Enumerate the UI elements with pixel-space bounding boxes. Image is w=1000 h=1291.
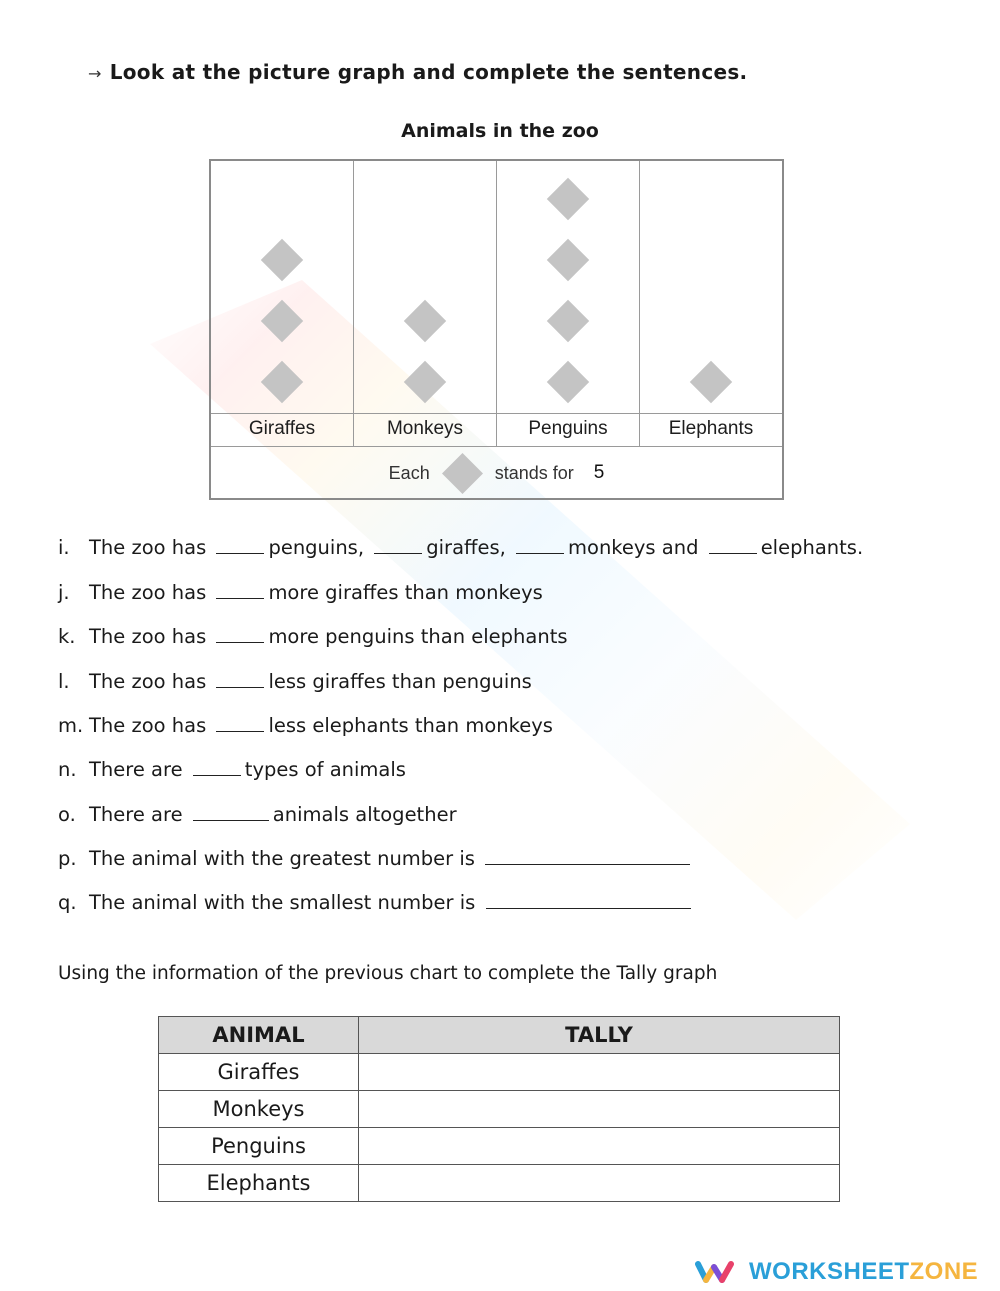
brand-name-part1: WORKSHEET [749, 1258, 910, 1285]
tally-cell[interactable] [359, 1128, 840, 1165]
question-text: types of animals [244, 758, 406, 781]
animal-cell: Penguins [159, 1128, 359, 1165]
column-header-tally: TALLY [359, 1017, 840, 1054]
question-q [58, 888, 695, 918]
question-text: The zoo has [89, 714, 207, 737]
instruction [88, 60, 747, 84]
graph-column-giraffes [211, 161, 354, 446]
column-label: Elephants [668, 418, 754, 439]
question-text: There are [89, 803, 183, 826]
question-text: monkeys and [568, 536, 699, 559]
answer-blank[interactable] [193, 757, 241, 776]
table-header-row [159, 1017, 840, 1054]
graph-column-elephants [640, 161, 782, 446]
graph-key [211, 446, 782, 499]
question-text: more giraffes than monkeys [268, 581, 543, 604]
key-value: 5 [593, 462, 605, 483]
diamond-icon [547, 239, 589, 281]
question-text: elephants. [760, 536, 864, 559]
graph-column-penguins [497, 161, 640, 446]
question-letter: i. [58, 536, 70, 559]
question-n [58, 755, 406, 785]
question-text: The animal with the smallest number is [89, 891, 476, 914]
symbol-area [211, 161, 353, 414]
column-label: Penguins [528, 418, 608, 439]
brand-logo [695, 1258, 978, 1286]
diamond-icon [261, 300, 303, 342]
answer-blank[interactable] [709, 535, 757, 554]
arrow-icon: → [88, 64, 102, 83]
question-text: penguins, [268, 536, 365, 559]
question-text: The zoo has [89, 536, 207, 559]
graph-title: Animals in the zoo [401, 120, 599, 142]
question-text: The zoo has [89, 581, 207, 604]
question-letter: q. [58, 891, 77, 914]
question-text: less elephants than monkeys [268, 714, 553, 737]
question-letter: o. [58, 803, 76, 826]
picture-graph [209, 159, 784, 500]
question-text: The zoo has [89, 670, 207, 693]
diamond-icon [261, 239, 303, 281]
graph-column-monkeys [354, 161, 497, 446]
answer-blank[interactable] [216, 624, 264, 643]
table-row [159, 1091, 840, 1128]
animal-cell: Giraffes [159, 1054, 359, 1091]
brand-name-part2: ZONE [909, 1258, 979, 1285]
question-letter: l. [58, 670, 70, 693]
answer-blank[interactable] [216, 669, 264, 688]
animal-cell: Elephants [159, 1165, 359, 1202]
diamond-icon [547, 178, 589, 220]
answer-blank[interactable] [216, 580, 264, 599]
tally-cell[interactable] [359, 1165, 840, 1202]
question-letter: m. [58, 714, 84, 737]
question-letter: n. [58, 758, 77, 781]
symbol-area [354, 161, 496, 414]
diamond-icon [261, 361, 303, 403]
worksheetzone-logo-icon [695, 1259, 735, 1285]
question-p [58, 844, 694, 874]
question-k [58, 622, 568, 652]
answer-blank[interactable] [216, 713, 264, 732]
question-m [58, 711, 553, 741]
instruction-text: Look at the picture graph and complete the sentences. [109, 60, 748, 84]
tally-table [158, 1016, 840, 1202]
tally-instruction: Using the information of the previous chart to complete the Tally graph [58, 963, 718, 984]
graph-columns [211, 161, 782, 446]
table-row [159, 1054, 840, 1091]
diamond-icon [404, 361, 446, 403]
diamond-icon [547, 361, 589, 403]
answer-blank[interactable] [516, 535, 564, 554]
table-row [159, 1165, 840, 1202]
diamond-icon [547, 300, 589, 342]
diamond-icon [404, 300, 446, 342]
question-text: giraffes, [426, 536, 506, 559]
question-text: more penguins than elephants [268, 625, 568, 648]
answer-blank[interactable] [485, 846, 690, 865]
question-o [58, 800, 457, 830]
tally-cell[interactable] [359, 1054, 840, 1091]
table-row [159, 1128, 840, 1165]
question-text: There are [89, 758, 183, 781]
question-text: The animal with the greatest number is [89, 847, 475, 870]
tally-cell[interactable] [359, 1091, 840, 1128]
question-letter: j. [58, 581, 70, 604]
column-header-animal: ANIMAL [159, 1017, 359, 1054]
question-text: animals altogether [272, 803, 457, 826]
question-text: The zoo has [89, 625, 207, 648]
column-label: Giraffes [248, 418, 316, 439]
key-prefix: Each [388, 462, 430, 483]
diamond-icon [690, 361, 732, 403]
question-l [58, 667, 532, 697]
question-text: less giraffes than penguins [268, 670, 532, 693]
answer-blank[interactable] [374, 535, 422, 554]
question-letter: p. [58, 847, 77, 870]
question-j [58, 578, 543, 608]
answer-blank[interactable] [486, 890, 691, 909]
answer-blank[interactable] [193, 802, 269, 821]
question-letter: k. [58, 625, 76, 648]
animal-cell: Monkeys [159, 1091, 359, 1128]
question-i [58, 533, 863, 563]
column-label: Monkeys [386, 418, 464, 439]
key-suffix: stands for [494, 462, 574, 483]
symbol-area [497, 161, 639, 414]
diamond-icon [442, 452, 483, 493]
symbol-area [640, 161, 782, 414]
answer-blank[interactable] [216, 535, 264, 554]
